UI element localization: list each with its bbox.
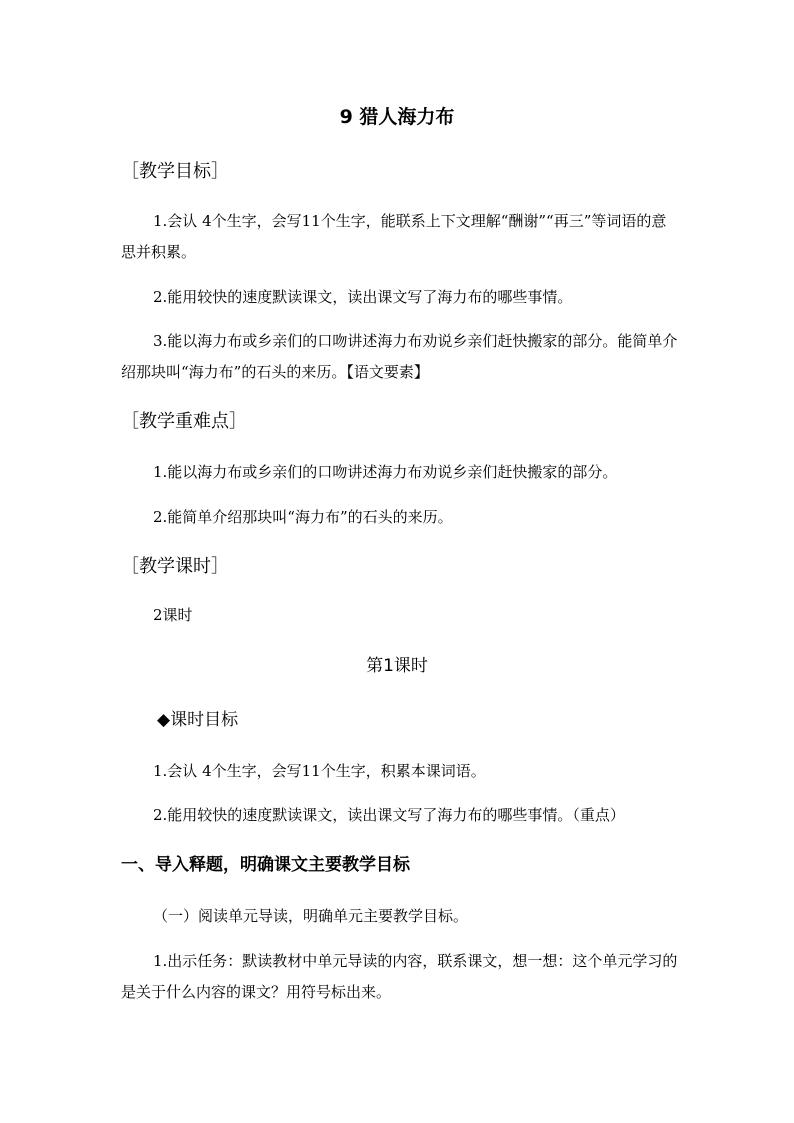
goal-item-1: 1.会认 4个生字，会写11个生字，能联系上下文理解“酬谢”“再三”等词语的意思并积累。 bbox=[121, 212, 667, 261]
part-one-item-1: 1.出示任务：默读教材中单元导读的内容，联系课文，想一想：这个单元学习的是关于什么内容的课文？用符号标出来。 bbox=[121, 952, 678, 1001]
lesson-goals-heading: ◆课时目标 bbox=[157, 710, 239, 730]
key-point-item-2: 2.能简单介绍那块叫“海力布”的石头的来历。 bbox=[153, 508, 453, 526]
lesson-title: 第1课时 bbox=[366, 656, 428, 676]
part-one-heading: 一、导入释题，明确课文主要教学目标 bbox=[121, 855, 410, 875]
goal-item-2: 2.能用较快的速度默读课文，读出课文写了海力布的哪些事情。 bbox=[153, 288, 573, 306]
lesson-goal-item-2: 2.能用较快的速度默读课文，读出课文写了海力布的哪些事情。（重点） bbox=[153, 806, 625, 824]
period-value: 2课时 bbox=[153, 606, 193, 624]
period-heading: ［教学课时］ bbox=[121, 556, 229, 577]
goals-heading: ［教学目标］ bbox=[121, 161, 229, 182]
document-title: 9 猎人海力布 bbox=[339, 106, 455, 128]
key-points-heading: ［教学重难点］ bbox=[121, 411, 247, 432]
key-point-item-1: 1.能以海力布或乡亲们的口吻讲述海力布劝说乡亲们赶快搬家的部分。 bbox=[153, 463, 618, 481]
part-one-subheading: （一）阅读单元导读，明确单元主要教学目标。 bbox=[153, 907, 469, 925]
lesson-goal-item-1: 1.会认 4个生字，会写11个生字，积累本课词语。 bbox=[153, 762, 486, 780]
goal-item-3: 3.能以海力布或乡亲们的口吻讲述海力布劝说乡亲们赶快搬家的部分。能简单介绍那块叫“海力布”的石头的来历。【语文要素】 bbox=[121, 332, 678, 381]
